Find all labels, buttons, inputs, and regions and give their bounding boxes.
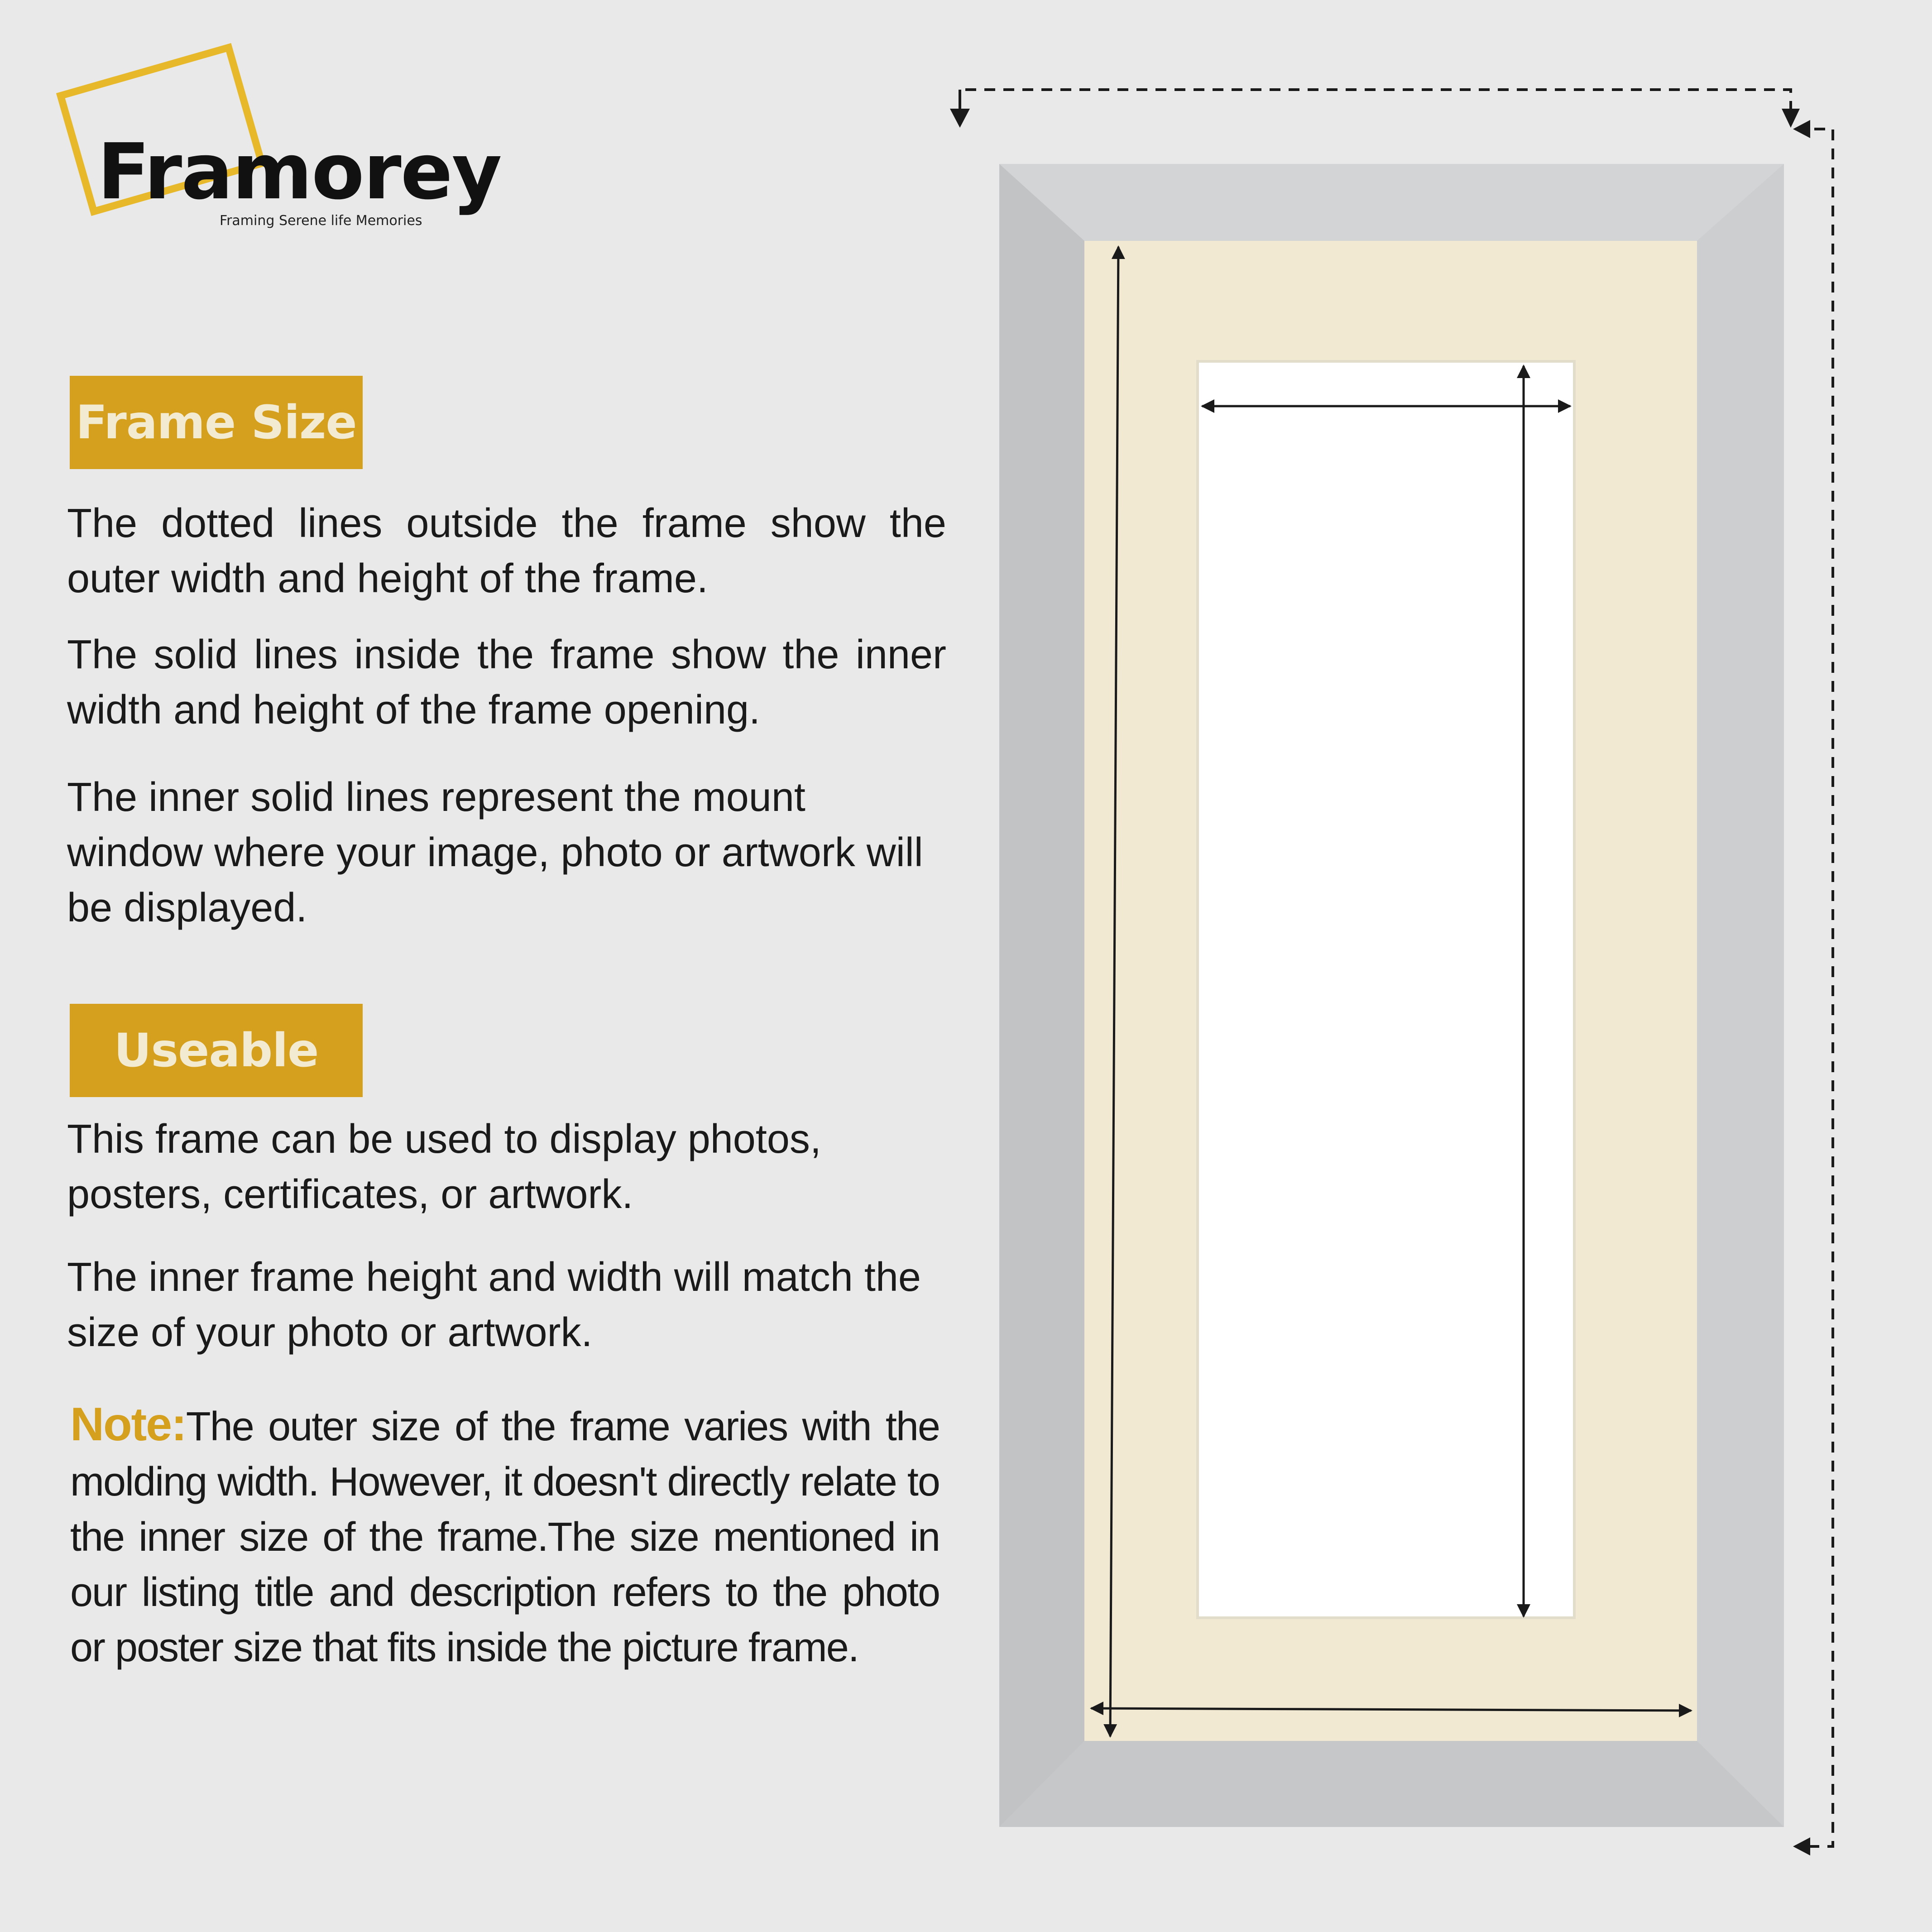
frame-size-heading: Frame Size	[70, 376, 363, 469]
frame-size-paragraph-1: The dotted lines outside the frame show the outer width and height of the frame.	[67, 501, 946, 601]
frame-size-paragraph-3: The inner solid lines represent the mount window where your image, photo or artwork will be displayed.	[67, 775, 923, 930]
frame-size-paragraph-2: The solid lines inside the frame show the inner width and height of the frame opening.	[67, 632, 946, 733]
note-text: The outer size of the frame varies with the molding width. However, it doesn't directly relate to the inner size of the frame.The size mentioned in our listing title and description refers to the photo or poster size that fits inside the picture frame.	[70, 1404, 940, 1670]
mount-window	[1198, 361, 1574, 1618]
brand-tagline: Framing Serene life Memories	[220, 213, 422, 229]
useable-paragraph-1: This frame can be used to display photos, posters, certificates, or artwork.	[67, 1117, 821, 1217]
useable-paragraph-2: The inner frame height and width will match the size of your photo or artwork.	[67, 1255, 921, 1355]
note-label: Note:	[70, 1398, 186, 1451]
useable-heading: Useable	[70, 1004, 363, 1097]
brand-name: Framorey	[97, 127, 501, 217]
